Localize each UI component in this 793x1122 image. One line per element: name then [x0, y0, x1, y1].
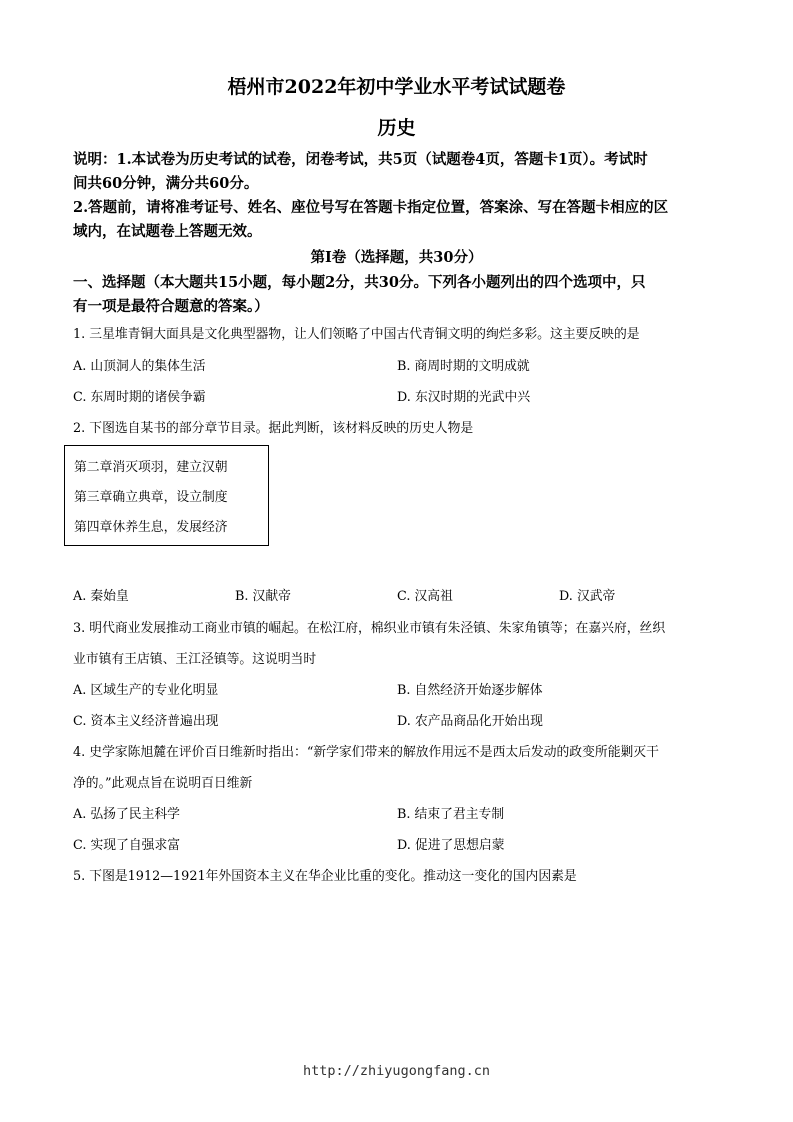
question-2-option-a: A. 秦始皇 — [73, 589, 129, 604]
question-3-stem-line-2: 业市镇有王店镇、王江泾镇等。这说明当时 — [73, 652, 317, 667]
question-1-option-d: D. 东汉时期的光武中兴 — [397, 390, 531, 405]
chapter-list-box — [64, 445, 269, 546]
question-3-option-d: D. 农产品商品化开始出现 — [397, 714, 543, 729]
question-2-option-b: B. 汉献帝 — [235, 589, 291, 604]
section-heading: 第I卷（选择题，共30分） — [310, 249, 483, 266]
question-1-option-b: B. 商周时期的文明成就 — [397, 359, 530, 374]
question-3-option-b: B. 自然经济开始逐步解体 — [397, 683, 543, 698]
chapter-line-2: 第二章消灭项羽，建立汉朝 — [74, 460, 228, 475]
question-4-stem-line-1: 4. 史学家陈旭麓在评价百日维新时指出：“新学家们带来的解放作用远不是西太后发动的政变所能剿灭干 — [73, 745, 659, 760]
notes-line-2: 间共60分钟，满分共60分。 — [73, 175, 259, 192]
question-2-option-d: D. 汉武帝 — [559, 589, 616, 604]
question-3-option-a: A. 区域生产的专业化明显 — [73, 683, 219, 698]
question-2-stem: 2. 下图选自某书的部分章节目录。据此判断，该材料反映的历史人物是 — [73, 421, 474, 436]
section-instruction-2: 有一项是最符合题意的答案。） — [73, 298, 269, 315]
notes-line-1: 说明：1.本试卷为历史考试的试卷，闭卷考试，共5页（试题卷4页，答题卡1页）。考试时 — [73, 151, 648, 168]
question-1-option-c: C. 东周时期的诸侯争霸 — [73, 390, 206, 405]
question-4-option-a: A. 弘扬了民主科学 — [73, 807, 180, 822]
question-4-stem-line-2: 净的。”此观点旨在说明百日维新 — [73, 776, 253, 791]
section-instruction-1: 一、选择题（本大题共15小题，每小题2分，共30分。下列各小题列出的四个选项中，只 — [73, 274, 646, 291]
question-1-stem: 1. 三星堆青铜大面具是文化典型器物，让人们领略了中国古代青铜文明的绚烂多彩。这主要反映的是 — [73, 327, 640, 342]
question-3-option-c: C. 资本主义经济普遍出现 — [73, 714, 219, 729]
question-1-option-a: A. 山顶洞人的集体生活 — [73, 359, 206, 374]
question-4-option-c: C. 实现了自强求富 — [73, 838, 181, 853]
question-4-option-d: D. 促进了思想启蒙 — [397, 838, 505, 853]
question-3-stem-line-1: 3. 明代商业发展推动工商业市镇的崛起。在松江府，棉织业市镇有朱泾镇、朱家角镇等；在嘉兴府，丝织 — [73, 621, 666, 636]
question-4-option-b: B. 结束了君主专制 — [397, 807, 505, 822]
chapter-line-4: 第四章休养生息，发展经济 — [74, 520, 228, 535]
exam-title: 梧州市2022年初中学业水平考试试题卷 — [227, 76, 566, 98]
notes-line-4: 域内，在试题卷上答题无效。 — [73, 223, 262, 240]
footer-url: http://zhiyugongfang.cn — [303, 1063, 490, 1079]
question-2-option-c: C. 汉高祖 — [397, 589, 453, 604]
subject-title: 历史 — [377, 117, 416, 139]
notes-line-3: 2.答题前，请将准考证号、姓名、座位号写在答题卡指定位置，答案涂、写在答题卡相应的区 — [73, 199, 669, 216]
chapter-line-3: 第三章确立典章，设立制度 — [74, 490, 228, 505]
question-5-stem: 5. 下图是1912—1921年外国资本主义在华企业比重的变化。推动这一变化的国内因素是 — [73, 869, 577, 884]
